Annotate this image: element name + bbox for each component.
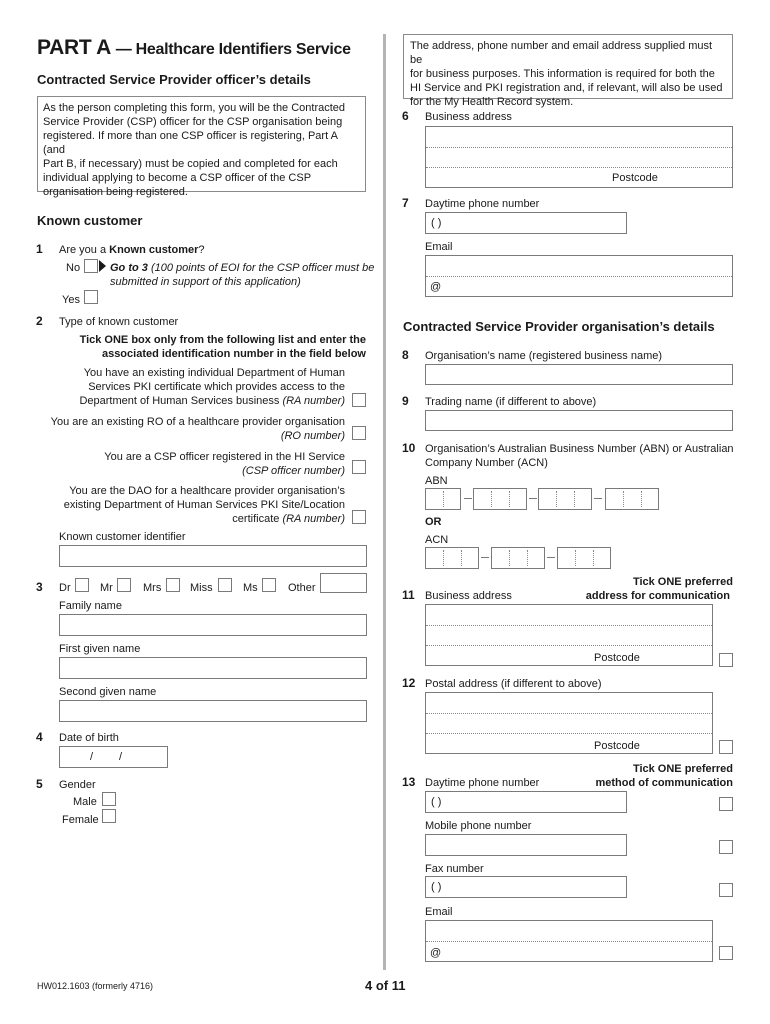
known-customer-identifier-label: Known customer identifier	[59, 531, 186, 543]
q13-email-label: Email	[425, 906, 453, 918]
postcode-label: Postcode	[612, 172, 658, 184]
q7-number: 7	[402, 196, 409, 210]
q1-label-pre: Are you a	[59, 244, 110, 256]
csp-organisation-heading: Contracted Service Provider organisation’s details	[403, 319, 715, 334]
fax-number-input[interactable]	[425, 876, 627, 898]
email-label: Email	[425, 241, 453, 253]
q2-option-2-ref: (RO number)	[280, 430, 345, 442]
title-dr-label: Dr	[59, 582, 71, 594]
postcode-label: Postcode	[594, 652, 640, 664]
q2-option-4-checkbox[interactable]	[352, 510, 366, 524]
q13-email-input[interactable]	[425, 920, 713, 962]
q10-number: 10	[402, 441, 416, 455]
abn-segment[interactable]	[425, 488, 461, 510]
q3-number: 3	[36, 580, 43, 594]
q2-option-4-ref: (RA number)	[282, 513, 345, 525]
acn-segment[interactable]	[557, 547, 611, 569]
second-given-name-label: Second given name	[59, 686, 157, 698]
intro-line: Service Provider (CSP) officer for the CSP organisation being	[43, 116, 343, 128]
title-mrs-checkbox[interactable]	[166, 578, 180, 592]
title-dr-checkbox[interactable]	[75, 578, 89, 592]
address-line-divider	[426, 645, 712, 646]
note-line: HI Service and PKI registration and, if relevant, will also be used	[410, 82, 723, 94]
male-checkbox[interactable]	[102, 792, 116, 806]
q1-label	[59, 243, 205, 257]
male-label: Male	[73, 796, 97, 808]
abn-acn-label-2: Company Number (ACN)	[425, 457, 548, 469]
title-other-label: Other	[288, 582, 316, 594]
q11-number: 11	[402, 588, 415, 602]
mobile-phone-label: Mobile phone number	[425, 820, 532, 832]
column-divider	[383, 34, 386, 970]
q2-option-4-line: certificate	[232, 513, 283, 525]
q2-option-3-ref: (CSP officer number)	[242, 465, 345, 477]
segment-dash	[594, 498, 602, 499]
female-checkbox[interactable]	[102, 809, 116, 823]
daytime-phone-label: Daytime phone number	[425, 198, 540, 210]
gender-label: Gender	[59, 779, 96, 791]
q2-instruction-2: associated identification number in the field below	[101, 348, 366, 360]
note-line: for business purposes. This information is required for both the	[410, 68, 715, 80]
q1-label-post: ?	[198, 244, 205, 256]
intro-line: organisation being registered.	[43, 186, 188, 198]
q1-no-label: No	[66, 262, 81, 274]
title-mr-checkbox[interactable]	[117, 578, 131, 592]
q13-daytime-phone-label: Daytime phone number	[425, 777, 540, 789]
q1-label-bold: Known customer	[109, 244, 199, 256]
daytime-phone-input[interactable]	[425, 212, 627, 234]
form-code: HW012.1603 (formerly 4716)	[37, 981, 154, 991]
daytime-phone-preferred-checkbox[interactable]	[719, 797, 733, 811]
q8-number: 8	[402, 348, 409, 362]
fax-preferred-checkbox[interactable]	[719, 883, 733, 897]
email-line-divider	[426, 276, 732, 277]
email-preferred-checkbox[interactable]	[719, 946, 733, 960]
business-address-label: Business address	[425, 111, 512, 123]
q1-yes-checkbox[interactable]	[84, 290, 98, 304]
q2-option-3-line: You are a CSP officer registered in the HI Service	[104, 451, 345, 463]
known-customer-identifier-input[interactable]	[59, 545, 367, 567]
segment-dash	[464, 498, 472, 499]
female-label: Female	[62, 814, 99, 826]
at-sign: @	[430, 947, 442, 959]
second-given-name-input[interactable]	[59, 700, 367, 722]
note-line: The address, phone number and email address supplied must be	[410, 40, 713, 66]
q2-label: Type of known customer	[59, 316, 179, 328]
family-name-input[interactable]	[59, 614, 367, 636]
q1-goto-line2: submitted in support of this application)	[110, 276, 301, 288]
q2-option-4-line: existing Department of Human Services PKI Site/Location	[63, 499, 345, 511]
segment-dash	[529, 498, 537, 499]
q1-number: 1	[36, 242, 43, 256]
q2-option-1-ref: (RA number)	[282, 395, 345, 407]
date-separator: /	[90, 751, 94, 763]
area-code-paren: ( )	[431, 217, 442, 229]
q2-option-1-checkbox[interactable]	[352, 393, 366, 407]
abn-segment[interactable]	[538, 488, 592, 510]
q11-business-address-label: Business address	[425, 590, 512, 602]
csp-officer-heading: Contracted Service Provider officer’s details	[37, 72, 311, 87]
acn-segment[interactable]	[425, 547, 479, 569]
acn-input[interactable]	[425, 547, 625, 571]
business-address-preferred-checkbox[interactable]	[719, 653, 733, 667]
q2-number: 2	[36, 314, 43, 328]
q2-option-3	[59, 450, 345, 478]
q2-option-3-checkbox[interactable]	[352, 460, 366, 474]
q1-goto	[110, 261, 374, 275]
first-given-name-label: First given name	[59, 643, 141, 655]
title-ms-label: Ms	[243, 582, 258, 594]
q5-number: 5	[36, 777, 43, 791]
q13-number: 13	[402, 775, 416, 789]
part-title: — Healthcare Identifiers Service	[115, 41, 351, 58]
address-line-divider	[426, 147, 732, 148]
q11-tick-instruction-2: address for communication	[585, 590, 730, 602]
q13-daytime-phone-input[interactable]	[425, 791, 627, 813]
q1-no-checkbox[interactable]	[84, 259, 98, 273]
email-input[interactable]	[425, 255, 733, 297]
organisation-name-input[interactable]	[425, 364, 733, 385]
email-line-divider	[426, 941, 712, 942]
or-label: OR	[425, 516, 442, 528]
postal-address-label: Postal address (if different to above)	[425, 678, 602, 690]
q2-option-1-line: Services PKI certificate which provides access to the	[88, 381, 345, 393]
abn-segment[interactable]	[473, 488, 527, 510]
address-line-divider	[426, 713, 712, 714]
abn-acn-label-1: Organisation’s Australian Business Number (ABN) or Australian	[425, 443, 734, 455]
segment-dash	[547, 557, 555, 558]
q9-number: 9	[402, 394, 409, 408]
intro-line: registered. If more than one CSP officer is registering, Part A (and	[43, 130, 338, 156]
title-miss-label: Miss	[190, 582, 213, 594]
address-line-divider	[426, 625, 712, 626]
intro-line: Part B, if necessary) must be copied and completed for each	[43, 158, 338, 170]
intro-box	[37, 96, 366, 198]
page-title	[37, 36, 351, 62]
q2-option-2-checkbox[interactable]	[352, 426, 366, 440]
q1-goto-rest: (100 points of EOI for the CSP officer must be	[147, 262, 375, 274]
acn-label: ACN	[425, 534, 449, 546]
q2-option-4	[59, 484, 345, 526]
trading-name-label: Trading name (if different to above)	[425, 396, 597, 408]
segment-dash	[481, 557, 489, 558]
area-code-paren: ( )	[431, 881, 442, 893]
q2-option-1	[59, 366, 345, 408]
mobile-phone-input[interactable]	[425, 834, 627, 856]
arrow-right-icon	[99, 260, 106, 272]
intro-line: As the person completing this form, you will be the Contracted	[43, 102, 346, 114]
first-given-name-input[interactable]	[59, 657, 367, 679]
q2-option-1-line: You have an existing individual Department of Human	[83, 367, 345, 379]
q13-tick-instruction-1: Tick ONE preferred	[632, 763, 733, 775]
page-number: 4 of 11	[365, 978, 406, 993]
q11-business-address-input[interactable]	[425, 604, 713, 666]
date-of-birth-input[interactable]	[59, 746, 168, 768]
part-label: PART A	[37, 36, 111, 59]
postcode-label: Postcode	[594, 740, 640, 752]
at-sign: @	[430, 281, 442, 293]
date-of-birth-label: Date of birth	[59, 732, 119, 744]
q2-option-2-line: You are an existing RO of a healthcare provider organisation	[50, 416, 345, 428]
mobile-phone-preferred-checkbox[interactable]	[719, 840, 733, 854]
business-address-input[interactable]	[425, 126, 733, 188]
postal-address-preferred-checkbox[interactable]	[719, 740, 733, 754]
q2-option-1-line: Department of Human Services business	[79, 395, 283, 407]
q4-number: 4	[36, 730, 43, 744]
q1-yes-label: Yes	[62, 294, 80, 306]
area-code-paren: ( )	[431, 796, 442, 808]
address-line-divider	[426, 733, 712, 734]
title-other-input[interactable]	[320, 573, 367, 593]
family-name-label: Family name	[59, 600, 122, 612]
acn-segment[interactable]	[491, 547, 545, 569]
title-mr-label: Mr	[100, 582, 113, 594]
title-ms-checkbox[interactable]	[262, 578, 276, 592]
date-separator: /	[119, 751, 123, 763]
q12-number: 12	[402, 676, 416, 690]
fax-number-label: Fax number	[425, 863, 484, 875]
trading-name-input[interactable]	[425, 410, 733, 431]
q2-option-2	[40, 415, 345, 443]
q13-tick-instruction-2: method of communication	[595, 777, 733, 789]
note-line: for the My Health Record system.	[410, 96, 574, 108]
known-customer-heading: Known customer	[37, 213, 143, 228]
q1-goto-bold: Go to 3	[110, 262, 148, 274]
abn-label: ABN	[425, 475, 448, 487]
q11-tick-instruction-1: Tick ONE preferred	[632, 576, 733, 588]
q2-instruction-1: Tick ONE box only from the following list and enter the	[79, 334, 366, 346]
organisation-name-label: Organisation’s name (registered business name)	[425, 350, 663, 362]
abn-segment[interactable]	[605, 488, 659, 510]
address-line-divider	[426, 167, 732, 168]
intro-line: individual applying to become a CSP officer of the CSP	[43, 172, 312, 184]
postal-address-input[interactable]	[425, 692, 713, 754]
title-mrs-label: Mrs	[143, 582, 162, 594]
q6-number: 6	[402, 109, 409, 123]
abn-input[interactable]	[425, 488, 665, 512]
q2-option-4-line: You are the DAO for a healthcare provider organisation’s	[69, 485, 345, 497]
business-purpose-note	[403, 34, 733, 108]
title-miss-checkbox[interactable]	[218, 578, 232, 592]
